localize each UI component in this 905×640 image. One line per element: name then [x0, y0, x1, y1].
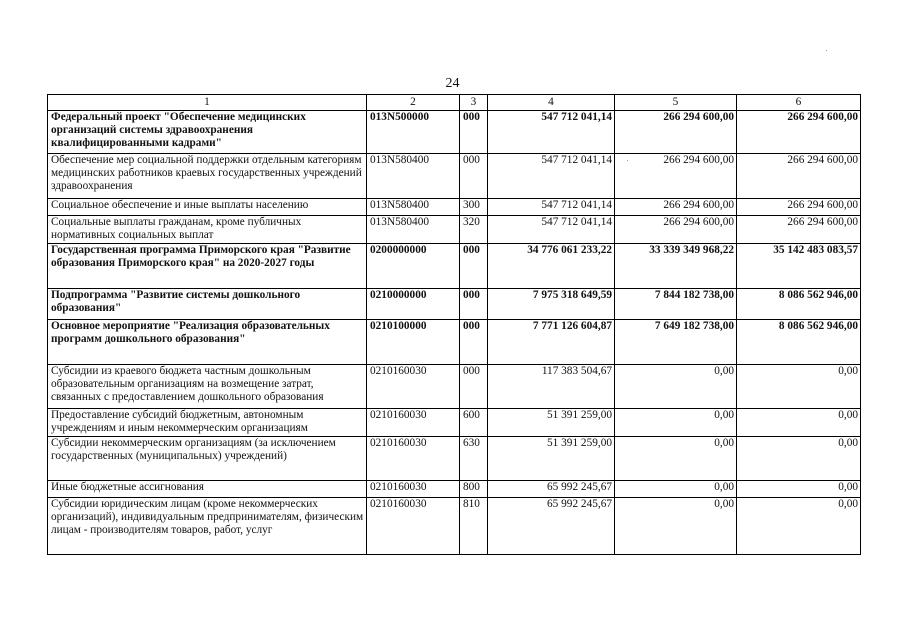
row-type-cell: 630 [460, 437, 488, 481]
row-amount-col5: 266 294 600,00 [615, 111, 737, 154]
column-number-2: 2 [367, 95, 460, 111]
table-row [48, 289, 861, 320]
column-number-5: 5 [615, 95, 737, 111]
row-code-cell: 013N500000 [367, 111, 460, 154]
row-amount-col4: 547 712 041,14 [488, 216, 615, 244]
row-type-cell: 800 [460, 481, 488, 498]
row-name-cell: Подпрограмма "Развитие системы дошкольного образования" [48, 289, 367, 320]
row-code-cell: 013N580400 [367, 154, 460, 199]
row-amount-col6: 0,00 [737, 498, 861, 555]
row-type-cell: 300 [460, 199, 488, 216]
row-name-cell: Государственная программа Приморского края "Развитие образования Приморского края" на 2020-2027 годы [48, 244, 367, 289]
table-row [48, 111, 861, 154]
row-amount-col5: 0,00 [615, 409, 737, 437]
row-amount-col4: 547 712 041,14 [488, 154, 615, 199]
row-name-cell: Основное мероприятие "Реализация образовательных программ дошкольного образования" [48, 320, 367, 365]
table-row [48, 365, 861, 409]
table-row [48, 437, 861, 481]
row-amount-col6: 266 294 600,00 [737, 154, 861, 199]
row-name-cell: Субсидии юридическим лицам (кроме некоммерческих организаций), индивидуальным предпринимателям, физическим лицам - производителям товаров, работ, услуг [48, 498, 367, 555]
row-amount-col5: 0,00 [615, 498, 737, 555]
row-code-cell: 013N580400 [367, 199, 460, 216]
column-number-6: 6 [737, 95, 861, 111]
row-amount-col6: 0,00 [737, 481, 861, 498]
row-amount-col6: 0,00 [737, 409, 861, 437]
row-amount-col4: 547 712 041,14 [488, 111, 615, 154]
row-amount-col6: 266 294 600,00 [737, 199, 861, 216]
row-amount-col5: 0,00 [615, 481, 737, 498]
row-name-cell: Социальные выплаты гражданам, кроме публичных нормативных социальных выплат [48, 216, 367, 244]
row-amount-col4: 547 712 041,14 [488, 199, 615, 216]
row-amount-col6: 8 086 562 946,00 [737, 320, 861, 365]
row-code-cell: 0210160030 [367, 437, 460, 481]
column-number-1: 1 [48, 95, 367, 111]
row-amount-col6: 35 142 483 083,57 [737, 244, 861, 289]
row-amount-col4: 51 391 259,00 [488, 409, 615, 437]
row-code-cell: 0210160030 [367, 481, 460, 498]
table-row [48, 498, 861, 555]
row-type-cell: 000 [460, 365, 488, 409]
row-amount-col4: 65 992 245,67 [488, 481, 615, 498]
column-number-3: 3 [460, 95, 488, 111]
row-type-cell: 000 [460, 111, 488, 154]
table-row [48, 320, 861, 365]
row-amount-col6: 8 086 562 946,00 [737, 289, 861, 320]
page-number: 24 [445, 76, 460, 91]
row-amount-col4: 51 391 259,00 [488, 437, 615, 481]
scan-speck [627, 160, 628, 161]
row-amount-col4: 7 975 318 649,59 [488, 289, 615, 320]
column-number-4: 4 [488, 95, 615, 111]
row-code-cell: 0210100000 [367, 320, 460, 365]
row-name-cell: Федеральный проект "Обеспечение медицинских организаций системы здравоохранения квалифицированными кадрами" [48, 111, 367, 154]
row-amount-col6: 266 294 600,00 [737, 216, 861, 244]
table-row [48, 409, 861, 437]
row-type-cell: 000 [460, 154, 488, 199]
row-amount-col4: 65 992 245,67 [488, 498, 615, 555]
row-type-cell: 000 [460, 244, 488, 289]
row-name-cell: Субсидии некоммерческим организациям (за исключением государственных (муниципальных) учреждений) [48, 437, 367, 481]
row-amount-col6: 0,00 [737, 365, 861, 409]
row-type-cell: 000 [460, 289, 488, 320]
table-row [48, 154, 861, 199]
row-amount-col5: 7 649 182 738,00 [615, 320, 737, 365]
row-amount-col5: 7 844 182 738,00 [615, 289, 737, 320]
table-row [48, 199, 861, 216]
row-amount-col5: 0,00 [615, 365, 737, 409]
row-amount-col5: 0,00 [615, 437, 737, 481]
row-amount-col6: 266 294 600,00 [737, 111, 861, 154]
table-row [48, 216, 861, 244]
row-amount-col5: 33 339 349 968,22 [615, 244, 737, 289]
row-amount-col4: 117 383 504,67 [488, 365, 615, 409]
row-code-cell: 0210160030 [367, 409, 460, 437]
row-code-cell: 0210160030 [367, 365, 460, 409]
scan-speck [826, 50, 827, 51]
row-name-cell: Иные бюджетные ассигнования [48, 481, 367, 498]
row-amount-col4: 34 776 061 233,22 [488, 244, 615, 289]
row-type-cell: 320 [460, 216, 488, 244]
row-amount-col4: 7 771 126 604,87 [488, 320, 615, 365]
row-code-cell: 0200000000 [367, 244, 460, 289]
row-amount-col6: 0,00 [737, 437, 861, 481]
row-name-cell: Предоставление субсидий бюджетным, автономным учреждениям и иным некоммерческим организациям [48, 409, 367, 437]
row-name-cell: Социальное обеспечение и иные выплаты населению [48, 199, 367, 216]
row-code-cell: 013N580400 [367, 216, 460, 244]
row-amount-col5: 266 294 600,00 [615, 199, 737, 216]
table-row [48, 244, 861, 289]
table-row [48, 481, 861, 498]
row-name-cell: Обеспечение мер социальной поддержки отдельным категориям медицинских работников краевых государственных учреждений здравоохранения [48, 154, 367, 199]
row-amount-col5: 266 294 600,00 [615, 154, 737, 199]
row-code-cell: 0210160030 [367, 498, 460, 555]
budget-table [47, 94, 861, 555]
column-number-row [48, 95, 861, 111]
row-code-cell: 0210000000 [367, 289, 460, 320]
row-name-cell: Субсидии из краевого бюджета частным дошкольным образовательным организациям на возмещение затрат, связанных с предоставлением дошкольного образования [48, 365, 367, 409]
row-amount-col5: 266 294 600,00 [615, 216, 737, 244]
row-type-cell: 600 [460, 409, 488, 437]
row-type-cell: 810 [460, 498, 488, 555]
row-type-cell: 000 [460, 320, 488, 365]
